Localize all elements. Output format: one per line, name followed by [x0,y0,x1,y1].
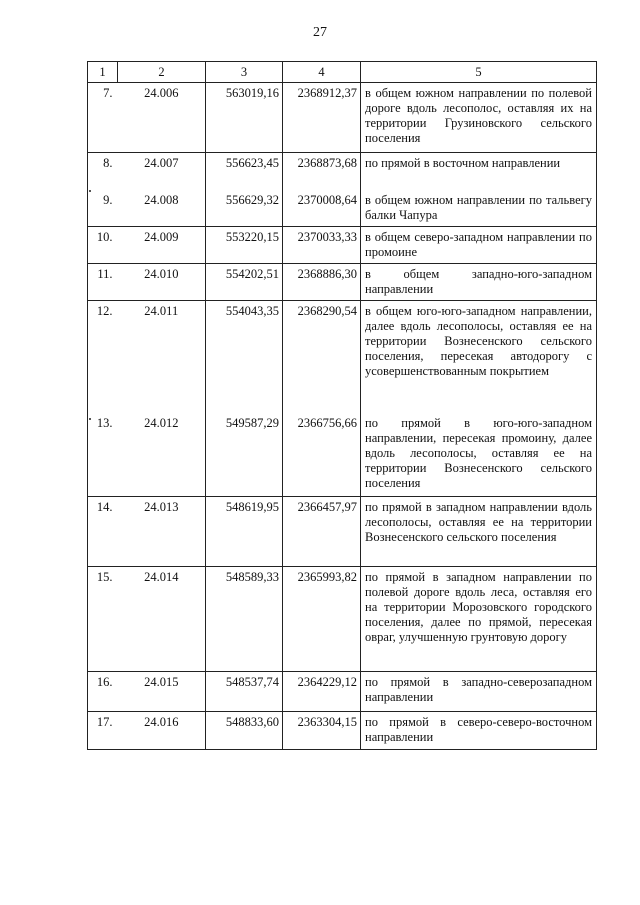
row-number: 13. [88,413,118,497]
x-coordinate: 548833,60 [206,712,283,750]
direction-description: в общем северо-западном направлении по промоине [361,227,597,264]
table-row [88,672,597,712]
table-header-row [88,62,597,83]
point-code: 24.010 [118,264,206,301]
row-number: 15. [88,567,118,672]
table-row [88,497,597,567]
page-number: 27 [313,25,327,40]
y-coordinate: 2368886,30 [283,264,361,301]
point-code: 24.015 [118,672,206,712]
row-number: 17. [88,712,118,750]
row-number: 12. [88,301,118,413]
row-number: 16. [88,672,118,712]
y-coordinate: 2366457,97 [283,497,361,567]
direction-description: по прямой в западном направлении вдоль лесополосы, оставляя ее на территории Вознесенского сельского поселения [361,497,597,567]
direction-description: по прямой в западном направлении по полевой дороге вдоль леса, оставляя его на территории Морозовского городского поселения, далее по прямой, пересекая овраг, улучшенную грунтовую дорогу [361,567,597,672]
point-code: 24.016 [118,712,206,750]
row-number: 7. [88,83,118,153]
y-coordinate: 2368290,54 [283,301,361,413]
table-row [88,83,597,153]
table-row [88,153,597,190]
direction-description: по прямой в западно-северозападном направлении [361,672,597,712]
x-coordinate: 563019,16 [206,83,283,153]
table-row [88,301,597,413]
y-coordinate: 2370008,64 [283,190,361,227]
y-coordinate: 2365993,82 [283,567,361,672]
table-row [88,413,597,497]
table-row [88,567,597,672]
point-code: 24.006 [118,83,206,153]
col-header-number: 1 [88,62,118,83]
point-code: 24.012 [118,413,206,497]
point-code: 24.008 [118,190,206,227]
x-coordinate: 549587,29 [206,413,283,497]
x-coordinate: 553220,15 [206,227,283,264]
point-code: 24.011 [144,304,179,318]
row-number: 8. [88,153,118,190]
point-code: 24.007 [144,156,179,170]
x-coordinate: 556623,45 [206,153,283,190]
point-code: 24.009 [118,227,206,264]
row-number: 14. [88,497,118,567]
direction-description: по прямой в юго-юго-западном направлении, пересекая промоину, далее вдоль лесополосы, оставляя ее на территории Вознесенского сельского поселения [361,413,597,497]
x-coordinate: 548619,95 [206,497,283,567]
x-coordinate: 548589,33 [206,567,283,672]
row-number: 10. [88,227,118,264]
y-coordinate: 2363304,15 [283,712,361,750]
x-coordinate: 554202,51 [206,264,283,301]
direction-description: по прямой в восточном направлении [361,153,597,190]
direction-description: в общем южном направлении по тальвегу балки Чапура [361,190,597,227]
y-coordinate: 2364229,12 [283,672,361,712]
table-row [88,712,597,750]
point-code: 24.013 [118,497,206,567]
x-coordinate: 548537,74 [206,672,283,712]
x-coordinate: 556629,32 [206,190,283,227]
col-header-y-coordinate: 4 [283,62,361,83]
point-code: 24.014 [118,567,206,672]
table-row [88,264,597,301]
y-coordinate: 2368912,37 [283,83,361,153]
row-number: 9. [88,190,118,227]
col-header-point-code: 2 [118,62,206,83]
table-row [88,190,597,227]
col-header-x-coordinate: 3 [206,62,283,83]
y-coordinate: 2370033,33 [283,227,361,264]
col-header-description: 5 [361,62,597,83]
y-coordinate: 2368873,68 [283,153,361,190]
y-coordinate: 2366756,66 [283,413,361,497]
x-coordinate: 554043,35 [206,301,283,413]
direction-description: по прямой в северо-северо-восточном направлении [361,712,597,750]
direction-description: в общем южном направлении по полевой дороге вдоль лесополос, оставляя их на территории Грузиновского сельского поселения [361,83,597,153]
row-number: 11. [88,264,118,301]
boundary-table [87,61,596,750]
direction-description: в общем западно-юго-западном направлении [361,264,597,301]
direction-description: в общем юго-юго-западном направлении, далее вдоль лесополосы, оставляя ее на территории Вознесенского сельского поселения, пересекая автодорогу с усовершенствованным покрытием [361,301,597,413]
table-row [88,227,597,264]
